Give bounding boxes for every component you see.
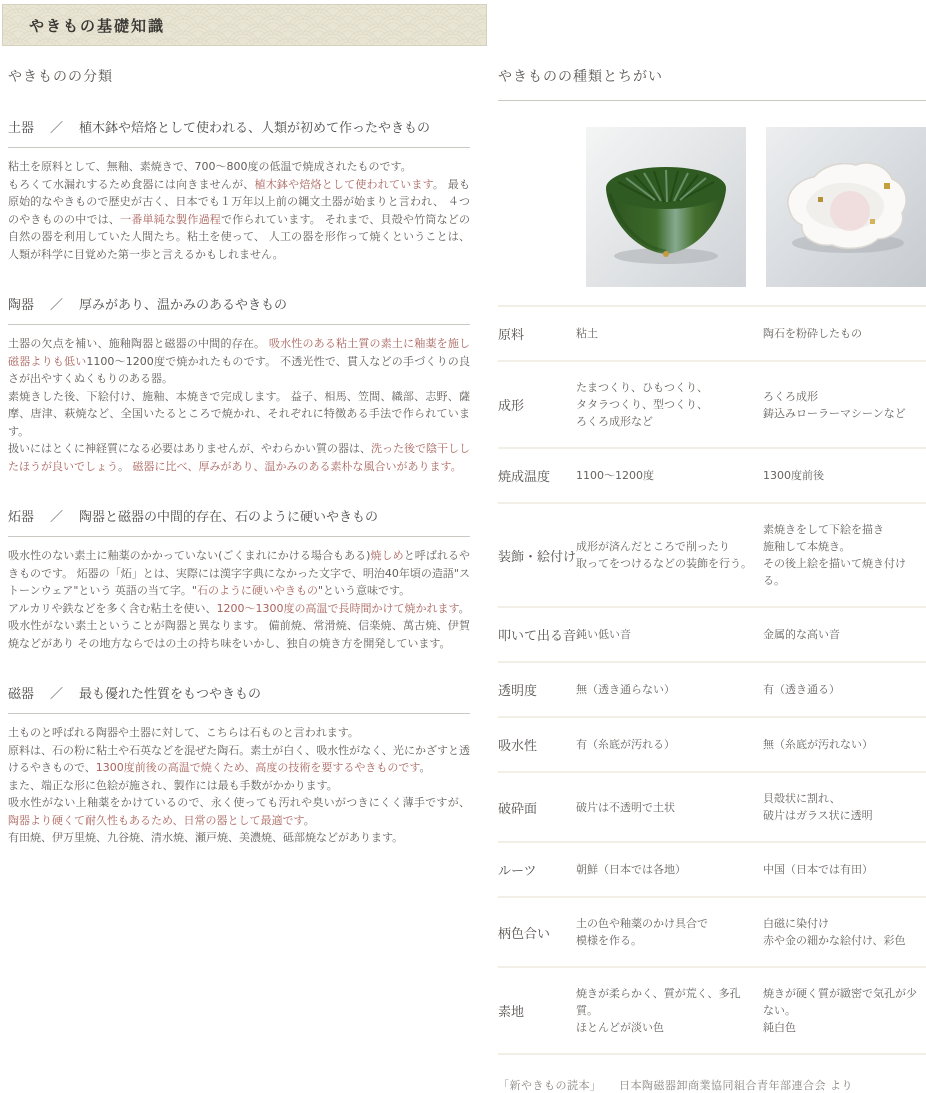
- row-label: 叩いて出る音: [498, 629, 577, 644]
- body-text: 吸水性がない上釉薬をかけているので、永く使っても汚れや臭いがつきにくく薄手ですが、: [8, 796, 470, 809]
- slash-separator: ／: [50, 298, 64, 313]
- pottery-cell: 焼きが柔らかく、質が荒く、多孔質。 ほとんどが淡い色: [576, 987, 741, 1034]
- comparison-title: やきものの種類とちがい: [498, 66, 926, 101]
- row-label: 透明度: [498, 684, 538, 699]
- porcelain-cell: 陶石を粉砕したもの: [763, 327, 862, 340]
- body-text: 土ものと呼ばれる陶器や土器に対して、こちらは石ものと言われます。: [8, 726, 359, 739]
- body-text: 。: [419, 761, 431, 774]
- source-citation: 「新やきもの読本」 日本陶磁器卸商業協同組合青年部連合会 より: [498, 1053, 926, 1093]
- section-doki: [8, 117, 470, 263]
- table-row: [498, 661, 926, 716]
- section-heading: [8, 683, 470, 714]
- section-heading: [8, 294, 470, 325]
- table-row: [498, 966, 926, 1053]
- content-columns: [0, 46, 926, 1093]
- row-label: 焼成温度: [498, 470, 551, 485]
- pottery-cell: 破片は不透明で土状: [576, 800, 675, 814]
- highlighted-text: 一番単純な製作過程: [120, 212, 221, 226]
- porcelain-cell: 貝殻状に割れ、 破片はガラス状に透明: [763, 792, 873, 822]
- porcelain-cell: 素焼きをして下絵を描き 施釉して本焼き。 その後上絵を描いて焼き付ける。: [763, 523, 906, 587]
- section-body: [8, 158, 470, 263]
- highlighted-text: 石のように硬いやきもの: [196, 584, 318, 597]
- porcelain-cell: 無（糸底が汚れない）: [763, 738, 873, 751]
- row-label: 成形: [498, 399, 525, 414]
- page-header-band: [2, 4, 487, 46]
- section-body: [8, 335, 470, 475]
- classification-title: やきものの分類: [8, 69, 113, 85]
- pottery-cell: 土の色や釉薬のかけ具合で 模様を作る。: [576, 917, 708, 947]
- highlighted-text: 1300度前後の高温で焼くため、高度の技術を要するやきものです: [95, 761, 420, 774]
- row-label: 装飾・絵付け: [498, 549, 577, 565]
- highlighted-text: 陶器より硬くて耐久性もあるため、日常の器として最適です: [8, 813, 304, 827]
- section-body: [8, 547, 470, 652]
- pottery-cell: 無（透き通らない）: [576, 683, 675, 696]
- table-row: [498, 896, 926, 966]
- porcelain-cell: 中国（日本では有田）: [763, 863, 873, 876]
- section-subtitle: 最も優れた性質をもつやきもの: [79, 687, 262, 702]
- classification-sections: [8, 117, 470, 847]
- pottery-cell: 成形が済んだところで削ったり 取ってをつけるなどの装飾を行う。: [576, 540, 752, 570]
- porcelain-cell: 有（透き通る）: [763, 683, 840, 696]
- section-subtitle: 厚みがあり、温かみのあるやきもの: [79, 298, 288, 313]
- section-body: [8, 724, 470, 847]
- body-text: 。: [458, 601, 470, 615]
- highlighted-text: 植木鉢や焙烙として使われています: [254, 177, 433, 191]
- body-text: 吸水性がない素土ということが陶器と異なります。 備前焼、常滑焼、信楽焼、萬古焼、伊賀焼などがあり その地方ならではの土の持ち味をいかし、独自の焼き方を開発しています。: [8, 619, 470, 650]
- table-row: [498, 606, 926, 661]
- body-text: で作られています。 それまで、貝殻や竹筒などの自然の器を利用していた人間たち。粘土を使って、 人工の器を形作って焼くということは、人類が科学に目覚めた第一歩と言えるかもしれません。: [8, 212, 471, 261]
- porcelain-cell: 白磁に染付け 赤や金の細かな絵付け、彩色: [763, 917, 906, 947]
- porcelain-cell: ろくろ成形 鋳込みローラーマシーンなど: [763, 389, 906, 420]
- body-text: と呼ばれるやきものです。 炻器の「炻」とは、実際には漢字字典になかった文字で、明治40年頃の造語"ストーンウェア"という 英語の当て字。": [8, 549, 471, 597]
- body-text: もろくて水漏れするため食器には向きませんが、: [8, 177, 255, 191]
- row-label: 吸水性: [498, 739, 538, 754]
- body-text: 扱いにはとくに神経質になる必要はありませんが、やわらかい質の器は、: [8, 442, 371, 455]
- porcelain-cell: 1300度前後: [763, 469, 824, 482]
- body-text: 原料は、石の粉に粘土や石英などを混ぜた陶石。素土が白く、吸水性がなく、光にかざすと透けるやきもので、: [8, 743, 470, 774]
- pottery-knowledge-page: [0, 4, 926, 1092]
- page-title: やきもの基礎知識: [29, 16, 166, 35]
- section-subtitle: 陶器と磁器の中間的存在、石のように硬いやきもの: [79, 510, 379, 525]
- porcelain-cell: 金属的な高い音: [763, 628, 840, 641]
- slash-separator: ／: [50, 121, 64, 136]
- pottery-cell: たまつくり、ひもつくり、 タタラつくり、型つくり、 ろくろ成形など: [576, 381, 708, 428]
- row-label: 素地: [498, 1005, 525, 1020]
- body-text: "という意味です。: [317, 584, 411, 597]
- body-text: 。: [118, 459, 133, 473]
- section-jiki: [8, 683, 470, 847]
- highlighted-text: 焼しめ: [370, 549, 404, 562]
- highlighted-text: 洗った後で陰干ししたほうが良いでしょう: [8, 442, 470, 473]
- section-term: 陶器: [8, 298, 35, 313]
- table-row: [498, 716, 926, 771]
- body-text: また、端正な形に色絵が施され、製作には最も手数がかかります。: [8, 778, 338, 792]
- highlighted-text: 吸水性のある粘土質の素土に釉薬を施し磁器よりも低い: [8, 337, 470, 368]
- pottery-cell: 朝鮮（日本では各地）: [576, 863, 686, 876]
- table-row: [498, 771, 926, 841]
- section-subtitle: 植木鉢や焙烙として使われる、人類が初めて作ったやきもの: [79, 121, 431, 136]
- body-text: 。 最も原始的なやきもので歴史が古く、日本でも１万年以上前の縄文土器が始まりと言われ、 ４つのやきものの中では、: [8, 177, 471, 226]
- green-pottery-bowl-photo: [586, 127, 746, 287]
- comparison-column: [498, 46, 926, 1093]
- section-heading: [8, 117, 470, 148]
- body-text: 1100〜1200度で焼かれたものです。 不透光性で、貫入などの手づくりの良さが出やすくぬくもりのある器。: [8, 354, 470, 385]
- row-label: 原料: [498, 328, 525, 343]
- section-sekki: [8, 506, 470, 652]
- section-term: 土器: [8, 121, 35, 136]
- body-text: 有田焼、伊万里焼、九谷焼、清水焼、瀬戸焼、美濃焼、砥部焼などがあります。: [8, 831, 404, 844]
- body-text: 。: [303, 813, 315, 827]
- body-text: 吸水性のない素土に釉薬のかかっていない(ごくまれにかける場合もある): [8, 549, 371, 562]
- section-term: 磁器: [8, 687, 35, 702]
- table-row: [498, 447, 926, 502]
- section-heading: [8, 506, 470, 537]
- table-row: [498, 360, 926, 447]
- slash-separator: ／: [50, 687, 64, 702]
- pottery-cell: 有（糸底が汚れる）: [576, 738, 675, 751]
- pottery-cell: 鈍い低い音: [576, 628, 631, 641]
- body-text: 土器の欠点を補い、施釉陶器と磁器の中間的存在。: [8, 337, 269, 350]
- table-row: [498, 305, 926, 360]
- porcelain-cell: 焼きが硬く質が緻密で気孔が少ない。 純白色: [763, 987, 917, 1034]
- body-text: 素焼きした後、下絵付け、施釉、本焼きで完成します。 益子、相馬、笠間、織部、志野、薩摩、唐津、萩焼など、全国いたるところで焼かれ、それぞれに特徴ある手法で作られています。: [8, 389, 470, 438]
- classification-column: [8, 46, 470, 1093]
- section-touki: [8, 294, 470, 475]
- body-text: アルカリや鉄などを多く含む粘土を使い、: [8, 601, 217, 615]
- table-row: [498, 502, 926, 606]
- body-text: 粘土を原料として、無釉、素焼きで、700〜800度の低温で焼成されたものです。: [8, 160, 412, 173]
- section-term: 炻器: [8, 510, 35, 525]
- pottery-cell: 1100〜1200度: [576, 469, 654, 482]
- highlighted-text: 1200〜1300度の高温で長時間かけて焼かれます: [216, 601, 459, 615]
- comparison-table: [498, 305, 926, 1053]
- white-porcelain-dish-photo: [766, 127, 926, 287]
- highlighted-text: 磁器に比べ、厚みがあり、温かみのある素朴な風合いがあります。: [132, 459, 462, 473]
- row-label: 破砕面: [498, 801, 538, 817]
- slash-separator: ／: [50, 510, 64, 525]
- table-row: [498, 841, 926, 896]
- row-label: ルーツ: [498, 864, 537, 879]
- row-label: 柄色合い: [498, 926, 551, 942]
- product-photos: [498, 101, 926, 305]
- pottery-cell: 粘土: [576, 327, 598, 340]
